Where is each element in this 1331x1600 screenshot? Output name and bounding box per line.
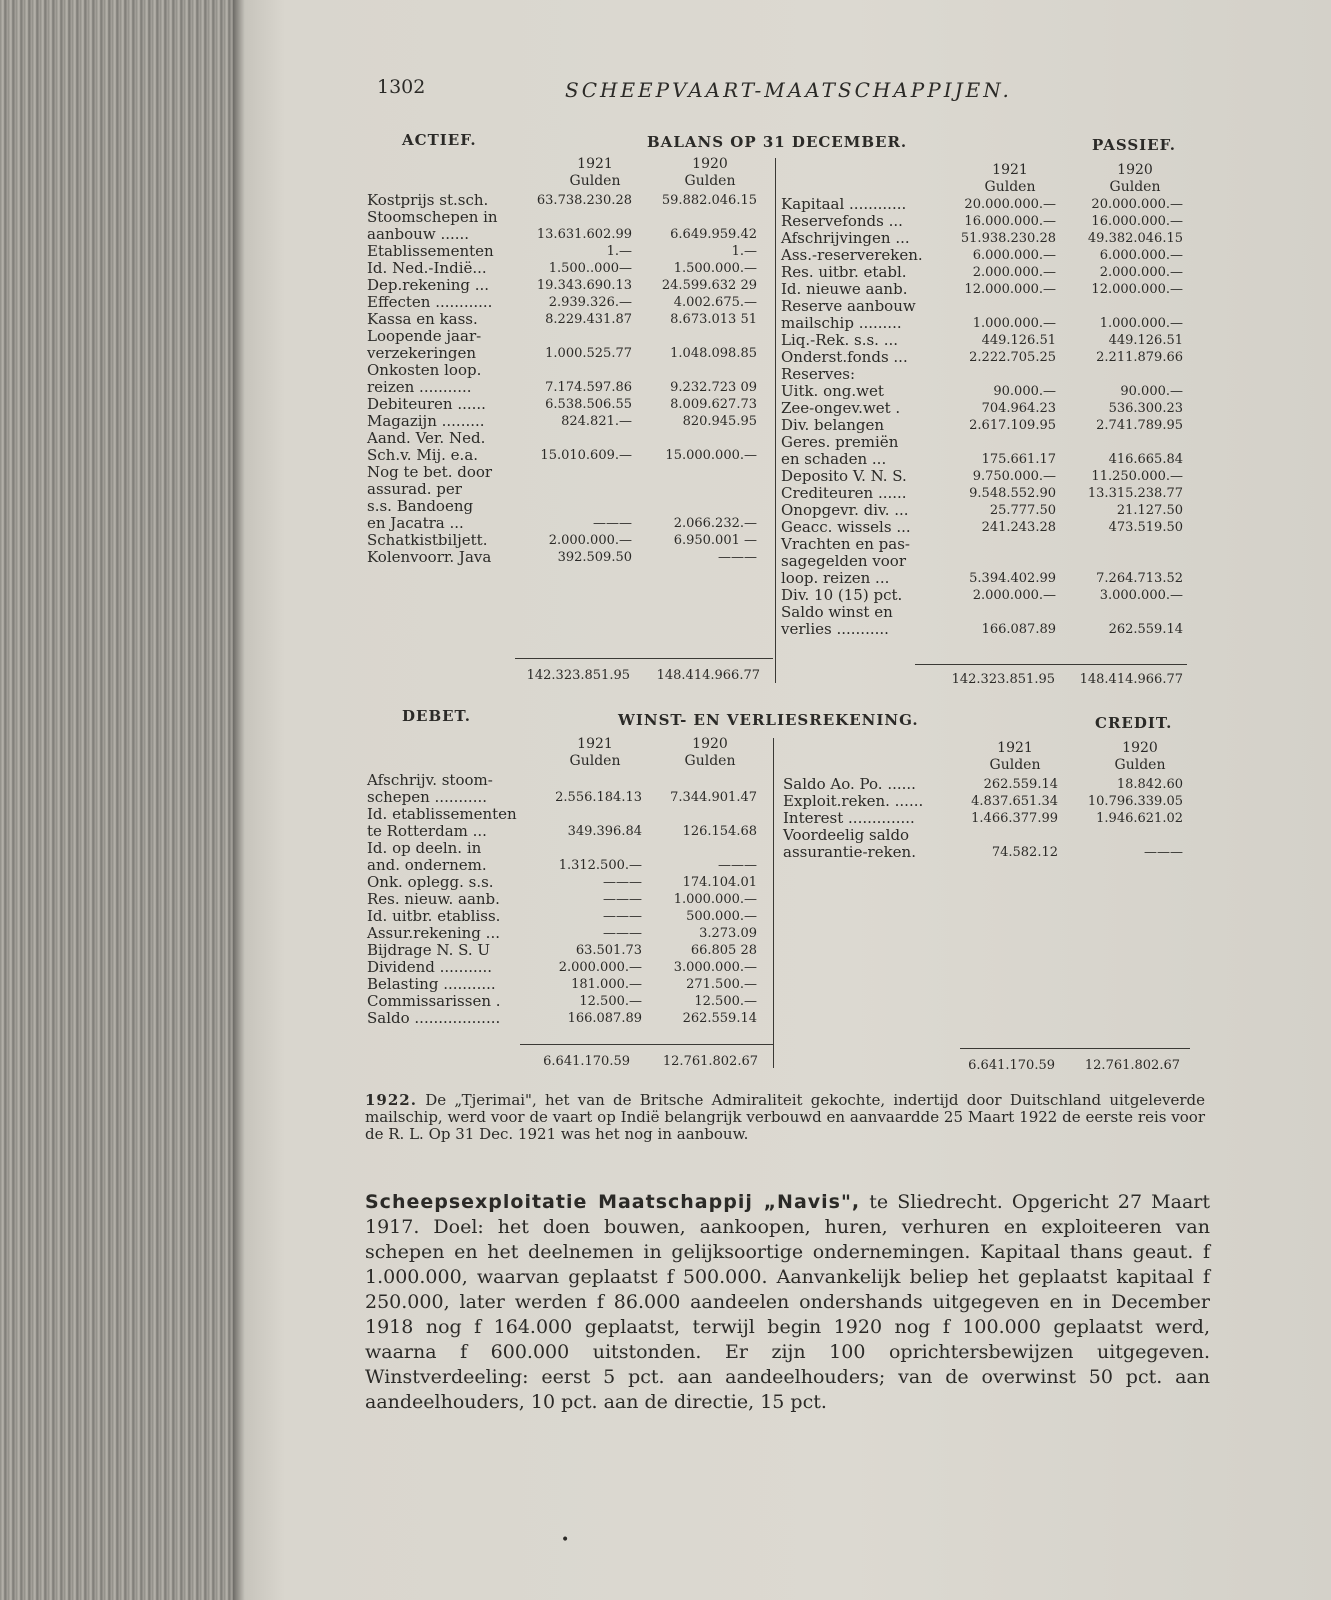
- running-head: [245, 76, 1331, 106]
- value-1921: 166.087.89: [567, 1011, 642, 1026]
- table-row: [783, 844, 1193, 861]
- note-year: 1922.: [365, 1091, 417, 1109]
- value-1920: 7.344.901.47: [670, 790, 757, 805]
- row-label: Liq.-Rek. s.s. ...: [781, 331, 898, 349]
- value-1921: 2.000.000.—: [548, 533, 632, 548]
- value-1920: 13.315.238.77: [1087, 486, 1183, 501]
- balance-passief-table: [781, 196, 1191, 638]
- table-row: [367, 260, 767, 277]
- table-row: [781, 519, 1191, 536]
- table-row: [781, 264, 1191, 281]
- pl-right-header: CREDIT.: [1095, 714, 1173, 732]
- row-label: Exploit.reken. ......: [783, 792, 924, 810]
- pl-debet-table: [367, 772, 767, 1027]
- table-row: [367, 891, 767, 908]
- row-label: verlies ...........: [781, 620, 889, 638]
- value-1921: 704.964.23: [981, 401, 1056, 416]
- value-1921: 2.000.000.—: [972, 588, 1056, 603]
- value-1921: 2.556.184.13: [555, 790, 642, 805]
- value-1920: 3.273.09: [699, 926, 757, 941]
- value-1920: 66.805 28: [690, 943, 757, 958]
- year-label: 1920: [692, 156, 728, 172]
- row-label: Id. nieuwe aanb.: [781, 280, 908, 298]
- unit-label: Gulden: [1114, 757, 1166, 773]
- balance-left-col-1921-head: [540, 156, 650, 190]
- note-1922: [365, 1092, 1205, 1143]
- value-1921: 349.396.84: [567, 824, 642, 839]
- value-1920: 4.002.675.—: [673, 295, 757, 310]
- table-row: [781, 468, 1191, 485]
- unit-label: Gulden: [1109, 179, 1161, 195]
- value-1921: 12.000.000.—: [964, 282, 1056, 297]
- table-row: [783, 810, 1193, 827]
- row-label: assurad. per: [367, 480, 462, 498]
- row-label: Reservefonds ...: [781, 212, 903, 230]
- row-label: Res. nieuw. aanb.: [367, 890, 500, 908]
- row-label: sagegelden voor: [781, 552, 907, 570]
- value-1921: 1.312.500.—: [558, 858, 642, 873]
- value-1921: 1.—: [606, 244, 632, 259]
- row-label: Afschrijv. stoom-: [367, 771, 493, 789]
- value-1921: 12.500.—: [579, 994, 642, 1009]
- row-label: Reserves:: [781, 365, 856, 383]
- row-label: Onderst.fonds ...: [781, 348, 908, 366]
- row-label: Onkosten loop.: [367, 361, 482, 379]
- page-speck: •: [561, 1532, 570, 1548]
- row-label: Voordeelig saldo: [783, 826, 910, 844]
- row-label: Reserve aanbouw: [781, 297, 916, 315]
- row-label: en schaden ...: [781, 450, 887, 468]
- pl-right-col-1921-head: [965, 740, 1065, 774]
- value-1920: 2.066.232.—: [673, 516, 757, 531]
- balance-total-left-1921: 142.323.851.95: [526, 668, 630, 683]
- table-row: [367, 311, 767, 328]
- year-label: 1920: [692, 736, 728, 752]
- table-row: [783, 827, 1193, 844]
- value-1920: 3.000.000.—: [673, 960, 757, 975]
- value-1921: 7.174.597.86: [545, 380, 632, 395]
- value-1921: 1.000.000.—: [972, 316, 1056, 331]
- unit-label: Gulden: [984, 179, 1036, 195]
- row-label: Kassa en kass.: [367, 310, 478, 328]
- table-row: [781, 502, 1191, 519]
- balance-center-divider: [775, 158, 776, 683]
- row-label: Div. 10 (15) pct.: [781, 586, 903, 604]
- table-row: [367, 925, 767, 942]
- value-1920: 1.946.621.02: [1096, 811, 1183, 826]
- value-1920: 16.000.000.—: [1091, 214, 1183, 229]
- value-1920: 15.000.000.—: [665, 448, 757, 463]
- value-1921: 2.617.109.95: [969, 418, 1056, 433]
- value-1921: 16.000.000.—: [964, 214, 1056, 229]
- value-1920: 2.741.789.95: [1096, 418, 1183, 433]
- table-row: [367, 192, 767, 209]
- row-label: Debiteuren ......: [367, 395, 486, 413]
- value-1921: 19.343.690.13: [536, 278, 632, 293]
- table-row: [367, 243, 767, 260]
- company-entry: [365, 1190, 1210, 1415]
- value-1920: 20.000.000.—: [1091, 197, 1183, 212]
- section-title: SCHEEPVAART-MAATSCHAPPIJEN.: [565, 78, 1012, 102]
- company-text: Opgericht 27 Maart 1917. Doel: het doen bouwen, aankoopen, huren, verhuren en exploiteeren van schepen en het deelnemen in gelijksoortige ondernemingen. Kapitaal thans geaut. f 1.000.000, waarvan geplaatst f 500.000. Aanvankelijk beliep het geplaatst kapitaal f 250.000, later werden f 86.000 aandeelen ondershands uitgegeven en in December 1918 nog f 164.000 geplaatst, terwijl begin 1920 nog f 100.000 geplaatst werd, waarna f 600.000 uitstonden. Er zijn 100 oprichtersbewijzen uitgegeven. Winstverdeeling: eerst 5 pct. aan aandeelhouders; van de overwinst 50 pct. aan aandeelhouders, 10 pct. aan de directie, 15 pct.: [365, 1191, 1211, 1413]
- value-1920: ———: [718, 550, 757, 565]
- row-label: Stoomschepen in: [367, 208, 498, 226]
- row-label: en Jacatra ...: [367, 514, 464, 532]
- table-row: [781, 553, 1191, 570]
- row-label: Id. etablissementen: [367, 805, 517, 823]
- row-label: Res. uitbr. etabl.: [781, 263, 907, 281]
- table-row: [781, 434, 1191, 451]
- table-row: [367, 789, 767, 806]
- pl-left-col-1920-head: [660, 736, 760, 770]
- value-1920: 262.559.14: [682, 1011, 757, 1026]
- pl-left-col-1921-head: [545, 736, 645, 770]
- value-1921: 51.938.230.28: [960, 231, 1056, 246]
- table-row: [781, 451, 1191, 468]
- note-text: De „Tjerimai", het van de Britsche Admiraliteit gekochte, indertijd door Duitschland uitgeleverde mailschip, werd voor de vaart op Indië belangrijk verbouwd en aanvaardde 25 Maart 1922 de eerste reis voor de R. L. Op 31 Dec. 1921 was het nog in aanbouw.: [365, 1091, 1205, 1143]
- row-label: Magazijn .........: [367, 412, 485, 430]
- pl-left-header: DEBET.: [402, 707, 472, 725]
- balance-left-header: ACTIEF.: [402, 131, 477, 149]
- table-row: [367, 396, 767, 413]
- table-row: [367, 277, 767, 294]
- row-label: Kostprijs st.sch.: [367, 191, 489, 209]
- balance-right-col-1921-head: [955, 162, 1065, 196]
- table-row: [781, 587, 1191, 604]
- value-1920: 8.673.013 51: [670, 312, 757, 327]
- table-row: [367, 874, 767, 891]
- value-1921: 2.000.000.—: [972, 265, 1056, 280]
- value-1920: 11.250.000.—: [1091, 469, 1183, 484]
- table-row: [367, 959, 767, 976]
- table-row: [781, 349, 1191, 366]
- row-label: loop. reizen ...: [781, 569, 890, 587]
- value-1920: 49.382.046.15: [1087, 231, 1183, 246]
- unit-label: Gulden: [569, 753, 621, 769]
- row-label: and. ondernem.: [367, 856, 487, 874]
- value-1921: 262.559.14: [983, 777, 1058, 792]
- table-row: [367, 772, 767, 789]
- value-1921: 90.000.—: [993, 384, 1056, 399]
- balance-total-right-1921: 142.323.851.95: [951, 672, 1055, 687]
- year-label: 1921: [577, 156, 613, 172]
- pl-total-right-1920: 12.761.802.67: [1084, 1058, 1180, 1073]
- value-1920: 9.232.723 09: [670, 380, 757, 395]
- value-1920: 500.000.—: [686, 909, 757, 924]
- value-1921: ———: [603, 892, 642, 907]
- table-row: [781, 485, 1191, 502]
- row-label: Uitk. ong.wet: [781, 382, 884, 400]
- table-row: [367, 430, 767, 447]
- row-label: Interest ..............: [783, 809, 915, 827]
- value-1920: 18.842.60: [1116, 777, 1183, 792]
- balance-right-col-1920-head: [1080, 162, 1190, 196]
- balance-left-total-rule: [515, 658, 773, 659]
- value-1920: 21.127.50: [1116, 503, 1183, 518]
- table-row: [781, 332, 1191, 349]
- value-1921: 1.000.525.77: [545, 346, 632, 361]
- table-row: [367, 413, 767, 430]
- row-label: Zee-ongev.wet .: [781, 399, 901, 417]
- row-label: Saldo winst en: [781, 603, 893, 621]
- value-1920: 8.009.627.73: [670, 397, 757, 412]
- value-1921: ———: [593, 516, 632, 531]
- table-row: [781, 400, 1191, 417]
- value-1921: 20.000.000.—: [964, 197, 1056, 212]
- row-label: Dividend ...........: [367, 958, 493, 976]
- value-1920: 449.126.51: [1108, 333, 1183, 348]
- row-label: Vrachten en pas-: [781, 535, 910, 553]
- row-label: Loopende jaar-: [367, 327, 482, 345]
- pl-total-left-1921: 6.641.170.59: [543, 1054, 630, 1069]
- value-1921: ———: [603, 926, 642, 941]
- page-number: 1302: [377, 76, 426, 98]
- value-1920: 820.945.95: [682, 414, 757, 429]
- row-label: schepen ...........: [367, 788, 487, 806]
- table-row: [781, 417, 1191, 434]
- balance-right-header: PASSIEF.: [1092, 136, 1176, 154]
- value-1921: 9.750.000.—: [972, 469, 1056, 484]
- value-1921: 1.500..000—: [548, 261, 632, 276]
- value-1921: 15.010.609.—: [540, 448, 632, 463]
- value-1921: 2.000.000.—: [558, 960, 642, 975]
- table-row: [781, 196, 1191, 213]
- row-label: Ass.-reservereken.: [781, 246, 923, 264]
- value-1921: 4.837.651.34: [971, 794, 1058, 809]
- row-label: Afschrijvingen ...: [781, 229, 910, 247]
- value-1921: 175.661.17: [981, 452, 1056, 467]
- value-1920: 2.000.000.—: [1099, 265, 1183, 280]
- row-label: Kolenvoorr. Java: [367, 548, 492, 566]
- row-label: Id. Ned.-Indië...: [367, 259, 487, 277]
- unit-label: Gulden: [989, 757, 1041, 773]
- value-1920: 12.000.000.—: [1091, 282, 1183, 297]
- value-1920: 10.796.339.05: [1087, 794, 1183, 809]
- year-label: 1921: [577, 736, 613, 752]
- balance-total-left-1920: 148.414.966.77: [656, 668, 760, 683]
- value-1921: 166.087.89: [981, 622, 1056, 637]
- book-page-edges: [0, 0, 245, 1600]
- row-label: Crediteuren ......: [781, 484, 907, 502]
- table-row: [781, 247, 1191, 264]
- row-label: Dep.rekening ...: [367, 276, 490, 294]
- value-1920: 473.519.50: [1108, 520, 1183, 535]
- table-row: [367, 345, 767, 362]
- year-label: 1920: [1122, 740, 1158, 756]
- value-1921: 1.466.377.99: [971, 811, 1058, 826]
- value-1920: 6.000.000.—: [1099, 248, 1183, 263]
- company-name: Scheepsexploitatie Maatschappij „Navis",: [365, 1191, 861, 1213]
- balance-total-right-1920: 148.414.966.77: [1079, 672, 1183, 687]
- table-row: [367, 481, 767, 498]
- row-label: Saldo Ao. Po. ......: [783, 775, 916, 793]
- row-label: reizen ...........: [367, 378, 472, 396]
- value-1920: 59.882.046.15: [661, 193, 757, 208]
- table-row: [783, 776, 1193, 793]
- row-label: Deposito V. N. S.: [781, 467, 907, 485]
- row-label: Onk. oplegg. s.s.: [367, 873, 494, 891]
- row-label: Commissarissen .: [367, 992, 501, 1010]
- row-label: Schatkistbiljett.: [367, 531, 488, 549]
- table-row: [367, 294, 767, 311]
- company-location: te Sliedrecht.: [869, 1191, 1003, 1213]
- value-1920: ———: [718, 858, 757, 873]
- pl-total-right-1921: 6.641.170.59: [968, 1058, 1055, 1073]
- balance-right-total-rule: [915, 664, 1187, 665]
- table-row: [781, 281, 1191, 298]
- table-row: [367, 823, 767, 840]
- row-label: Div. belangen: [781, 416, 885, 434]
- value-1920: 2.211.879.66: [1096, 350, 1183, 365]
- year-label: 1921: [997, 740, 1033, 756]
- value-1920: 174.104.01: [682, 875, 757, 890]
- unit-label: Gulden: [684, 753, 736, 769]
- value-1921: 13.631.602.99: [536, 227, 632, 242]
- value-1920: 6.950.001 —: [673, 533, 757, 548]
- value-1921: 824.821.—: [561, 414, 632, 429]
- table-row: [781, 213, 1191, 230]
- value-1920: 416.665.84: [1108, 452, 1183, 467]
- row-label: Kapitaal ............: [781, 195, 907, 213]
- table-row: [367, 362, 767, 379]
- pl-right-total-rule: [960, 1048, 1190, 1049]
- table-row: [367, 976, 767, 993]
- row-label: Assur.rekening ...: [367, 924, 500, 942]
- value-1920: 3.000.000.—: [1099, 588, 1183, 603]
- year-label: 1920: [1117, 162, 1153, 178]
- table-row: [783, 793, 1193, 810]
- table-row: [367, 447, 767, 464]
- value-1920: 12.500.—: [694, 994, 757, 1009]
- value-1921: 181.000.—: [571, 977, 642, 992]
- table-row: [367, 379, 767, 396]
- value-1920: 1.500.000.—: [673, 261, 757, 276]
- value-1921: 63.501.73: [575, 943, 642, 958]
- value-1921: 6.538.506.55: [545, 397, 632, 412]
- table-row: [367, 840, 767, 857]
- balance-actief-table: [367, 192, 767, 566]
- row-label: Nog te bet. door: [367, 463, 493, 481]
- value-1921: 25.777.50: [989, 503, 1056, 518]
- table-row: [367, 942, 767, 959]
- pl-center-divider: [773, 738, 774, 1068]
- balance-left-col-1920-head: [655, 156, 765, 190]
- table-row: [367, 806, 767, 823]
- value-1921: 241.243.28: [981, 520, 1056, 535]
- row-label: Etablissementen: [367, 242, 494, 260]
- value-1921: 5.394.402.99: [969, 571, 1056, 586]
- value-1921: 9.548.552.90: [969, 486, 1056, 501]
- value-1920: 24.599.632 29: [661, 278, 757, 293]
- row-label: Geacc. wissels ...: [781, 518, 911, 536]
- row-label: assurantie-reken.: [783, 843, 916, 861]
- table-row: [367, 515, 767, 532]
- year-label: 1921: [992, 162, 1028, 178]
- table-row: [781, 570, 1191, 587]
- value-1921: 2.939.326.—: [548, 295, 632, 310]
- value-1920: 90.000.—: [1120, 384, 1183, 399]
- table-row: [781, 315, 1191, 332]
- row-label: Saldo ..................: [367, 1009, 501, 1027]
- row-label: Bijdrage N. S. U: [367, 941, 491, 959]
- table-row: [781, 298, 1191, 315]
- value-1920: 126.154.68: [682, 824, 757, 839]
- balance-title: BALANS OP 31 DECEMBER.: [647, 133, 908, 151]
- value-1920: 7.264.713.52: [1096, 571, 1183, 586]
- table-row: [367, 532, 767, 549]
- table-row: [367, 464, 767, 481]
- value-1921: 8.229.431.87: [545, 312, 632, 327]
- value-1921: 6.000.000.—: [972, 248, 1056, 263]
- table-row: [367, 908, 767, 925]
- row-label: Belasting ...........: [367, 975, 496, 993]
- table-row: [781, 366, 1191, 383]
- table-row: [367, 993, 767, 1010]
- table-row: [367, 1010, 767, 1027]
- row-label: mailschip .........: [781, 314, 902, 332]
- table-row: [781, 383, 1191, 400]
- value-1921: 392.509.50: [557, 550, 632, 565]
- table-row: [367, 328, 767, 345]
- value-1920: 1.000.000.—: [673, 892, 757, 907]
- value-1920: 1.000.000.—: [1099, 316, 1183, 331]
- pl-right-col-1920-head: [1090, 740, 1190, 774]
- value-1921: 74.582.12: [991, 845, 1058, 860]
- book-page: [245, 0, 1331, 1600]
- table-row: [367, 857, 767, 874]
- row-label: Id. op deeln. in: [367, 839, 482, 857]
- value-1920: 1.048.098.85: [670, 346, 757, 361]
- value-1920: 271.500.—: [686, 977, 757, 992]
- row-label: Geres. premiën: [781, 433, 899, 451]
- pl-left-total-rule: [520, 1044, 773, 1045]
- value-1920: 262.559.14: [1108, 622, 1183, 637]
- value-1920: 6.649.959.42: [670, 227, 757, 242]
- table-row: [781, 230, 1191, 247]
- value-1921: ———: [603, 909, 642, 924]
- table-row: [367, 209, 767, 226]
- value-1920: 536.300.23: [1108, 401, 1183, 416]
- table-row: [781, 621, 1191, 638]
- value-1921: ———: [603, 875, 642, 890]
- row-label: Sch.v. Mij. e.a.: [367, 446, 479, 464]
- row-label: s.s. Bandoeng: [367, 497, 474, 515]
- value-1921: 449.126.51: [981, 333, 1056, 348]
- table-row: [781, 604, 1191, 621]
- unit-label: Gulden: [569, 173, 621, 189]
- table-row: [781, 536, 1191, 553]
- value-1920: 1.—: [731, 244, 757, 259]
- value-1920: ———: [1144, 845, 1183, 860]
- pl-credit-table: [783, 776, 1193, 861]
- table-row: [367, 498, 767, 515]
- row-label: Aand. Ver. Ned.: [367, 429, 486, 447]
- pl-total-left-1920: 12.761.802.67: [662, 1054, 758, 1069]
- unit-label: Gulden: [684, 173, 736, 189]
- table-row: [367, 549, 767, 566]
- value-1921: 63.738.230.28: [536, 193, 632, 208]
- row-label: Id. uitbr. etabliss.: [367, 907, 501, 925]
- value-1921: 2.222.705.25: [969, 350, 1056, 365]
- table-row: [367, 226, 767, 243]
- row-label: Onopgevr. div. ...: [781, 501, 909, 519]
- row-label: te Rotterdam ...: [367, 822, 487, 840]
- pl-title: WINST- EN VERLIESREKENING.: [618, 711, 919, 729]
- row-label: aanbouw ......: [367, 225, 470, 243]
- row-label: Effecten ............: [367, 293, 493, 311]
- row-label: verzekeringen: [367, 344, 477, 362]
